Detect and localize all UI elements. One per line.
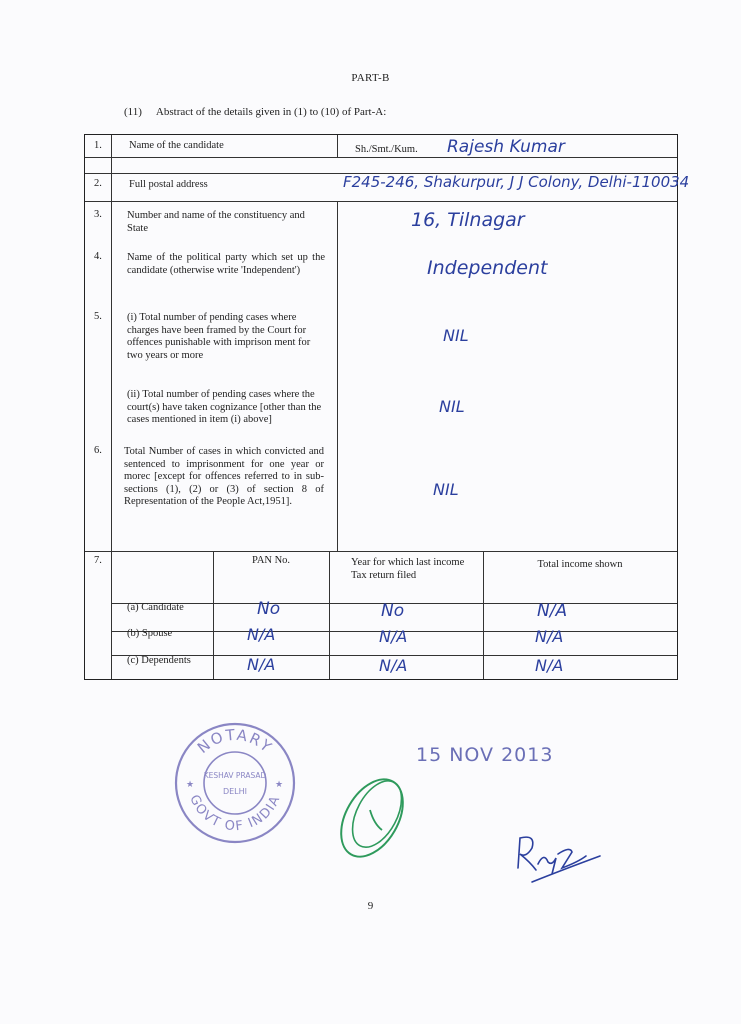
row-4-number: 4. (94, 251, 102, 262)
date-stamp: 15 NOV 2013 (416, 744, 554, 766)
postal-address-handwritten: F245-246, Shakurpur, J J Colony, Delhi-110034 (343, 173, 690, 191)
abstract-heading (124, 106, 386, 118)
row-3-label: Number and name of the constituency and State (127, 210, 305, 234)
candidate-name-handwritten: Rajesh Kumar (447, 137, 565, 157)
row-5ii-label: (ii) Total number of pending cases where the court(s) have taken cognizance [other than the cases mentioned in item (i) above] (127, 389, 322, 425)
candidate-pan: No (257, 599, 281, 619)
candidate-tax-year: No (381, 601, 405, 621)
row-6-value-handwritten: NIL (433, 480, 459, 499)
row-5ii-value-handwritten: NIL (439, 397, 465, 416)
page-number: 9 (367, 900, 374, 912)
dependents-income: N/A (535, 656, 564, 675)
star-left-icon: ★ (186, 779, 195, 789)
row-2-label: Full postal address (129, 179, 208, 190)
part-title: PART-B (351, 72, 390, 84)
dependents-tax-year: N/A (379, 656, 408, 675)
constituency-handwritten: 16, Tilnagar (411, 209, 525, 231)
spouse-tax-year: N/A (379, 627, 408, 646)
row-6-number: 6. (94, 445, 102, 456)
row-6-label: Total Number of cases in which convicted and sentenced to imprisonment for one year or morec [except for offences referred to in sub-sections (1), (2) or (3) of section 8 of Representation of the People Act,1951]. (124, 446, 324, 507)
notary-city-text: DELHI (222, 787, 248, 796)
header-pan: PAN No. (251, 555, 291, 566)
notary-top-text: NOTARY (193, 725, 277, 757)
row-1-prefix: Sh./Smt./Kum. (355, 144, 418, 155)
row-1-number: 1. (94, 140, 102, 151)
candidate-signature (512, 830, 612, 890)
row-4-label: Name of the political party which set up the candidate (otherwise write 'Independent') (127, 252, 325, 276)
label-candidate: (a) Candidate (127, 602, 184, 613)
label-spouse: (b) Spouse (127, 628, 173, 639)
row-1-label: Name of the candidate (129, 140, 224, 151)
notary-bottom-text: GOVT OF INDIA (186, 792, 284, 835)
row-3-number: 3. (94, 209, 102, 220)
green-initials-mark (330, 770, 420, 870)
label-dependents: (c) Dependents (127, 655, 191, 666)
notary-name-text: KESHAV PRASAD (203, 771, 267, 780)
spouse-pan: N/A (247, 625, 276, 644)
abstract-text: Abstract of the details given in (1) to (10) of Part-A: (155, 106, 387, 118)
row-5i-value-handwritten: NIL (443, 326, 469, 345)
row-7-number: 7. (94, 555, 102, 566)
spouse-income: N/A (535, 627, 564, 646)
candidate-income: N/A (537, 601, 568, 621)
star-right-icon: ★ (275, 779, 284, 789)
details-table (84, 134, 690, 680)
row-2-number: 2. (94, 178, 102, 189)
row-5i-label: (i) Total number of pending cases where charges have been framed by the Court for offences punishable with imprison ment for two years or more (127, 312, 311, 361)
party-handwritten: Independent (427, 257, 548, 279)
abstract-number: (11) (124, 106, 142, 118)
notary-seal-stamp (172, 720, 298, 846)
header-total-income: Total income shown (537, 559, 623, 570)
row-5-number: 5. (94, 311, 102, 322)
header-tax-year: Year for which last income Tax return filed (351, 557, 465, 581)
dependents-pan: N/A (247, 655, 276, 674)
